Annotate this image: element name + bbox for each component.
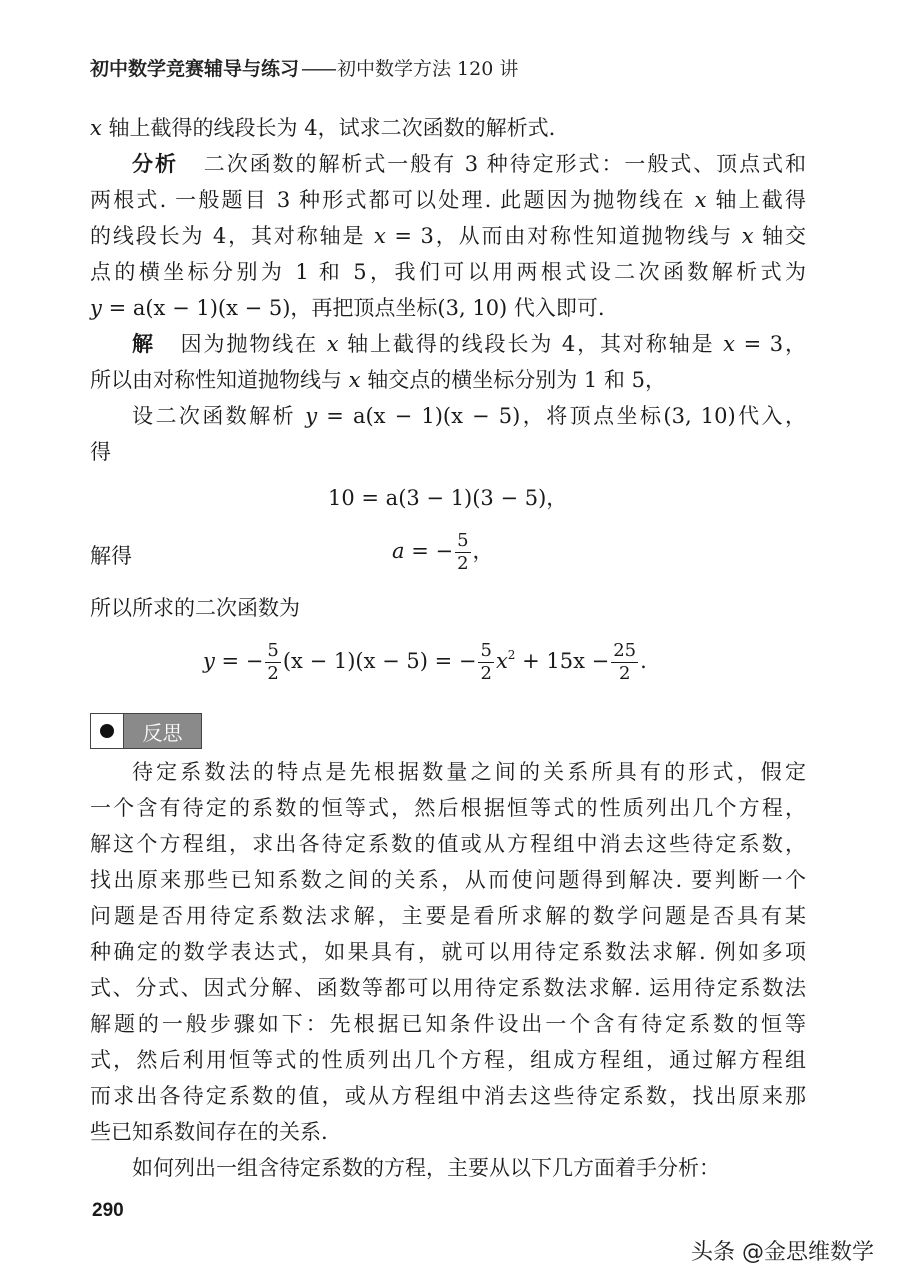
reflection-line-10: 而求出各待定系数的值，或从方程组中消去这些待定系数，找出原来那 xyxy=(90,1084,806,1108)
fraction: $\frac{25}{2}$ xyxy=(613,640,637,684)
header-dash: —— xyxy=(301,58,336,80)
solution-line-2: 所以由对称性知道抛物线与 x 轴交点的横坐标分别为 1 和 5， xyxy=(90,368,666,392)
solution-line-4: 得 xyxy=(90,440,111,464)
reflection-line-7: 式、分式、因式分解、函数等都可以用待定系数法求解. 运用待定系数法 xyxy=(90,976,806,1000)
book-title: 初中数学竞赛辅导与练习 xyxy=(90,58,300,80)
analysis-keyword: 分析 xyxy=(132,152,178,176)
reflection-line-11: 些已知系数间存在的关系. xyxy=(90,1120,328,1144)
analysis-line-5: y = a(x − 1)(x − 5)，再把顶点坐标(3, 10) 代入即可. xyxy=(90,296,605,320)
conclusion-line: 所以所求的二次函数为 xyxy=(90,596,300,620)
fraction: $\frac{5}{2}$ xyxy=(480,640,492,684)
solution-line-3: 设二次函数解析 y = a(x − 1)(x − 5)，将顶点坐标(3, 10)代入， xyxy=(132,404,806,428)
page-number: 290 xyxy=(92,1200,124,1221)
reflection-label: 反思 xyxy=(124,714,201,748)
solved-label: 解得 xyxy=(90,544,132,568)
analysis-line-1: 分析 二次函数的解析式一般有 3 种待定形式：一般式、顶点式和 xyxy=(132,152,806,176)
solution-keyword: 解 xyxy=(132,332,155,356)
solution-line-1: 解 因为抛物线在 x 轴上截得的线段长为 4，其对称轴是 x = 3， xyxy=(132,332,807,356)
equation-1: 10 = a(3 − 1)(3 − 5)， xyxy=(328,486,568,510)
bullet-icon xyxy=(100,724,114,738)
reflection-line-12: 如何列出一组含待定系数的方程，主要从以下几方面着手分析： xyxy=(132,1156,720,1180)
equation-3: y = − $\frac{5}{2}$ (x − 1)(x − 5) = − $\frac{5}{2}$ $x^2 + 15x$ − $\frac{25}{2}$ . xyxy=(203,640,647,684)
analysis-line-4: 点的横坐标分别为 1 和 5，我们可以用两根式设二次函数解析式为 xyxy=(90,260,806,284)
reflection-line-4: 找出原来那些已知系数之间的关系，从而使问题得到解决. 要判断一个 xyxy=(90,868,806,892)
reflection-line-9: 式，然后利用恒等式的性质列出几个方程，组成方程组，通过解方程组 xyxy=(90,1048,806,1072)
reflection-line-2: 一个含有待定的系数的恒等式，然后根据恒等式的性质列出几个方程， xyxy=(90,796,806,820)
watermark: 头条 @金思维数学 xyxy=(691,1240,874,1265)
reflection-line-6: 种确定的数学表达式，如果具有，就可以用待定系数法求解. 例如多项 xyxy=(90,940,806,964)
reflection-line-5: 问题是否用待定系数法求解，主要是看所求解的数学问题是否具有某 xyxy=(90,904,806,928)
reflection-line-3: 解这个方程组，求出各待定系数的值或从方程组中消去这些待定系数， xyxy=(90,832,806,856)
text-line-1: x 轴上截得的线段长为 4，试求二次函数的解析式. xyxy=(90,116,556,140)
reflection-line-8: 解题的一般步骤如下：先根据已知条件设出一个含有待定系数的恒等 xyxy=(90,1012,806,1036)
running-header xyxy=(90,54,518,81)
reflection-line-1: 待定系数法的特点是先根据数量之间的关系所具有的形式，假定 xyxy=(132,760,806,784)
fraction: $\frac{5}{2}$ xyxy=(457,530,469,574)
equation-2: a = − $\frac{5}{2}$ ， xyxy=(392,530,494,574)
reflection-heading xyxy=(90,713,202,749)
analysis-line-2: 两根式. 一般题目 3 种形式都可以处理. 此题因为抛物线在 x 轴上截得 xyxy=(90,188,806,212)
analysis-line-3: 的线段长为 4，其对称轴是 x = 3，从而由对称性知道抛物线与 x 轴交 xyxy=(90,224,806,248)
book-subtitle: 初中数学方法 120 讲 xyxy=(337,58,519,80)
fraction: $\frac{5}{2}$ xyxy=(267,640,279,684)
